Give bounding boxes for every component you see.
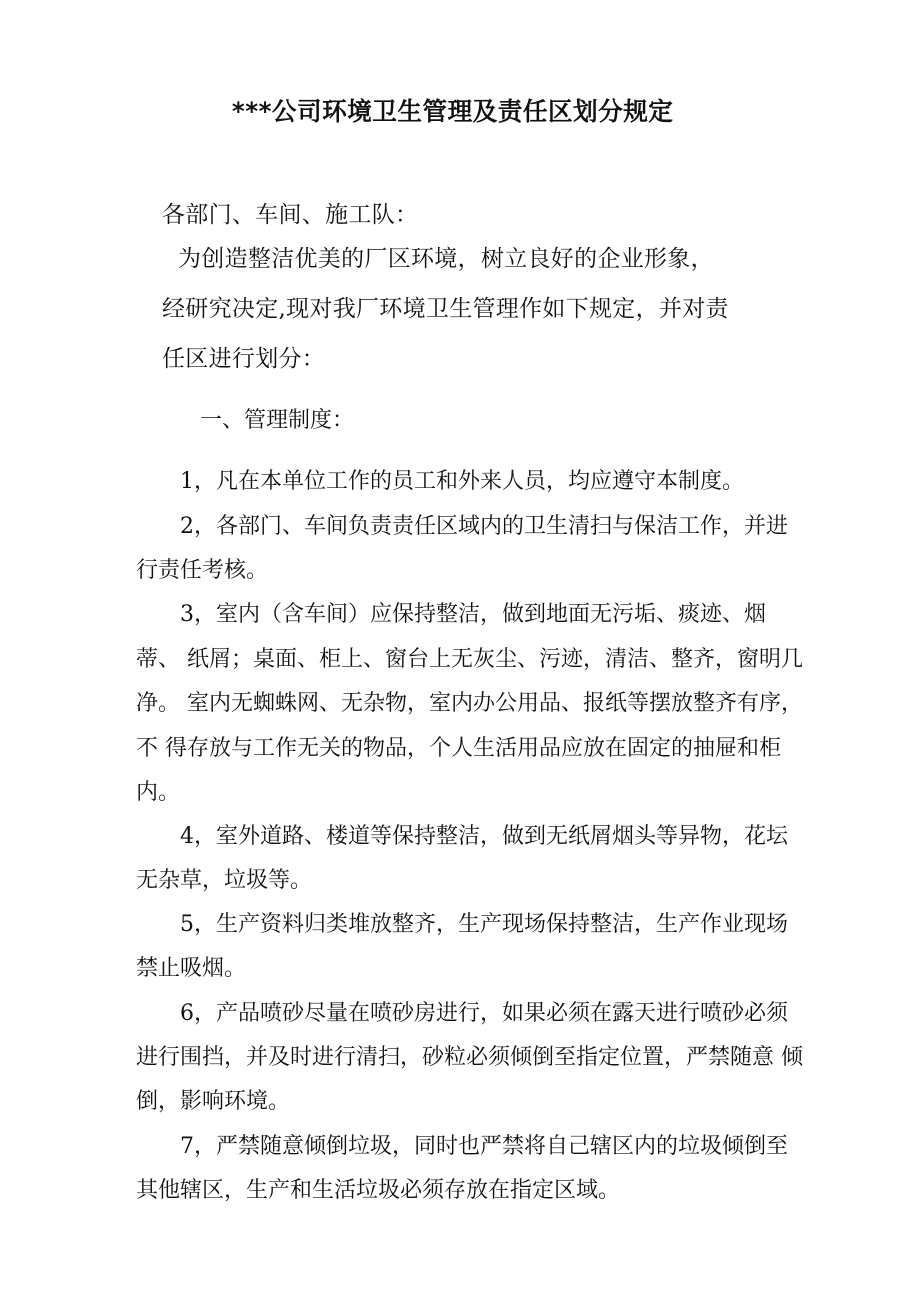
body-line: 行责任考核。 (136, 558, 269, 583)
body-line: 4，室外道路、楼道等保持整洁，做到无纸屑烟头等异物，花坛 (180, 824, 788, 849)
document-title: ***公司环境卫生管理及责任区划分规定 (231, 97, 674, 126)
intro-line: 经研究决定,现对我厂环境卫生管理作如下规定，并对责 (162, 296, 729, 322)
body-line: 3，室内（含车间）应保持整洁，做到地面无污垢、痰迹、烟 (180, 602, 766, 627)
body-line: 禁止吸烟。 (136, 956, 247, 981)
body-line: 蒂、 纸屑；桌面、柜上、窗台上无灰尘、污迹，清洁、整齐，窗明几 (136, 647, 803, 672)
body-line: 无杂草，垃圾等。 (136, 868, 313, 893)
body-line: 内。 (136, 780, 181, 805)
body-line: 7，严禁随意倾倒垃圾，同时也严禁将自己辖区内的垃圾倾倒至 (180, 1134, 788, 1159)
body-line: 1，凡在本单位工作的员工和外来人员，均应遵守本制度。 (180, 469, 744, 494)
intro-line: 任区进行划分： (162, 346, 326, 372)
body-line: 倒，影响环境。 (136, 1089, 291, 1114)
body-line: 进行围挡，并及时进行清扫，砂粒必须倾倒至指定位置，严禁随意 倾 (136, 1045, 803, 1070)
intro-line: 为创造整洁优美的厂区环境，树立良好的企业形象， (178, 246, 714, 272)
body-line: 其他辖区，生产和生活垃圾必须存放在指定区域。 (136, 1178, 621, 1203)
body-line: 净。 室内无蜘蛛网、无杂物，室内办公用品、报纸等摆放整齐有序， (136, 691, 803, 716)
body-line: 不 得存放与工作无关的物品，个人生活用品应放在固定的抽屉和柜 (136, 736, 781, 761)
body-line: 2，各部门、车间负责责任区域内的卫生清扫与保洁工作，并进 (180, 514, 788, 539)
section-heading: 一、管理制度： (200, 408, 355, 433)
body-line: 6，产品喷砂尽量在喷砂房进行，如果必须在露天进行喷砂必须 (180, 1001, 788, 1026)
body-line: 5，生产资料归类堆放整齐，生产现场保持整洁，生产作业现场 (180, 912, 788, 937)
salutation: 各部门、车间、施工队： (162, 202, 419, 228)
